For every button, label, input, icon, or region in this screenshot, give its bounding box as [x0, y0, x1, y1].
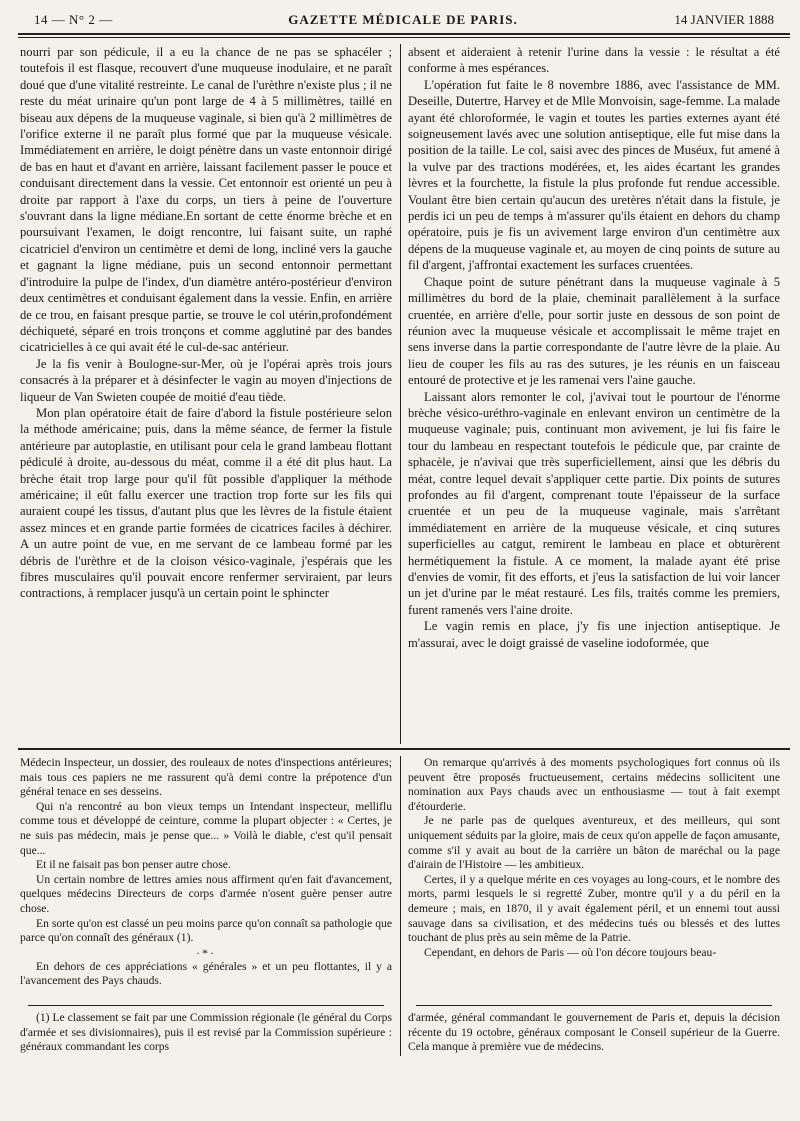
footnote-left [20, 1011, 392, 1056]
paragraph: En dehors de ces appréciations « générales » et un peu flottantes, il y a l'avancement des Pays chauds. [20, 959, 392, 988]
column-divider [400, 44, 401, 744]
paragraph: absent et aideraient à retenir l'urine dans la vessie : le résultat a été conforme à mes espérances. [408, 45, 780, 76]
paragraph: Mon plan opératoire était de faire d'abord la fistule postérieure selon la méthode américaine; puis, dans la même séance, de fermer la fistule antérieure par autoplastie, en utilisant pour cela le grand lambeau flottant pédiculé à droite, au-dessous du méat, comme il a été dit plus haut. La brèche était trop large pour qu'il fût possible d'appliquer la méthode américaine; il eût fallu exercer une traction trop forte sur les fils qui auraient coupé les tissus, d'autant plus que les lèvres de la fistule étaient assez minces et en grande partie formées de cicatrices faciles à déchirer. A un autre point de vue, en me servant de ce lambeau formé par les débris de l'urèthre et de la cloison vésico-vaginale, j'espérais que les fibres musculaires qu'il pouvait encore renfermer serviraient, par leurs contractions, à remplacer jusqu'à un certain point le sphincter [20, 405, 392, 601]
paragraph: L'opération fut faite le 8 novembre 1886, avec l'assistance de MM. Deseille, Dutertre, Harvey et de Mlle Monvoisin, sage-femme. La malade ayant été chloroformée, le vagin et toutes les parties externes ayant été soigneusement lavés avec une solution antiseptique, elle fut mise dans la position de la taille. Le col, saisi avec des pinces de Muséux, fut amené à la vulve par des tractions modérées, et, les aides écartant les grandes lèvres et la fourchette, la fistule la plus profonde fut rendue accessible. Voulant être bien certain qu'aucun des uretères n'était dans la fistule, je perdis ici un peu de temps à m'assurer qu'ils étaient en dehors du champ opératoire, puis je fis un avivement large environ d'un centimètre aux dépens de la muqueuse vaginale et, au moyen de cinq points de suture au fil d'argent, j'affrontai exactement les surfaces cruentées. [408, 77, 780, 273]
section-rule [18, 748, 790, 750]
journal-title: GAZETTE MÉDICALE DE PARIS. [288, 12, 518, 27]
paragraph: Certes, il y a quelque mérite en ces voyages au long-cours, et le nombre des morts, parmi lesquels le si regretté Zuber, montre qu'il y a du péril en la demeure ; mais, en 1870, il y avait également péril, et un ennemi tout aussi sauvage dans sa civilisation, et des médecins tués ou blessés et des luttes touchant de plus près au sein même de la Patrie. [408, 872, 780, 945]
paragraph: nourri par son pédicule, il a eu la chance de ne pas se sphacéler ; toutefois il est flasque, recouvert d'une muqueuse inodulaire, et ne paraît doué que d'une vitalité restreinte. Le canal de l'urèthre n'existe plus ; il ne reste du méat urinaire qu'un pont large de 4 à 5 millimètres, taillé en biseau aux dépens de la muqueuse vaginale, si bien qu'à 2 millimètres de l'orifice externe il ne paraît plus formé que par la muqueuse vésicale. Immédiatement en arrière, le doigt pénètre dans un vaste entonnoir dirigé de bas en haut et d'avant en arrière, laissant facilement passer le pouce et conduisant directement dans la vessie. Cet entonnoir est orienté un peu à droite par rapport à l'axe du corps, un tiers à peine de l'ouverture s'ouvrant dans la ligne médiane.En sortant de cette énorme brèche et en poursuivant l'examen, le doigt rencontre, lui faisant suite, un raphé cicatriciel d'environ un centimètre et demi de long, incliné vers la gauche et gagnant la ligne médiane, puis un second entonnoir permettant d'introduire la pulpe de l'index, d'un diamètre antéro-postérieur d'environ deux centimètres et conduisant également dans la vessie. Enfin, en arrière de ce trou, en faisant presque partie, se trouve le col utérin,profondément déchiqueté, séparé en trois tronçons et comme agglutiné par des bandes cicatricielles à ce qui avait été le cul-de-sac antérieur. [20, 45, 392, 355]
left-article-column [20, 44, 392, 744]
paragraph: Chaque point de suture pénétrant dans la muqueuse vaginale à 5 millimètres du bord de la plaie, cheminait parallèlement à la surface cruentée, en arrière d'elle, pour sortir juste en dessous de son point de réunion avec la muqueuse vésicale et accomplissait le même trajet en sens inverse dans la partie correspondante de l'autre lèvre de la plaie. Au lieu de couper les fils au ras des sutures, je les réunis en un faisceau entouré de protective et je les ramenai vers l'aine gauche. [408, 274, 780, 388]
paragraph: En sorte qu'on est classé un peu moins parce qu'on connaît sa pathologie que parce qu'on connaît des généraux (1). [20, 916, 392, 945]
issue-date: 14 JANVIER 1888 [674, 12, 774, 27]
paragraph: Un certain nombre de lettres amies nous affirment qu'en fait d'avancement, quelques médecins Directeurs de corps d'armée n'osent guère penser autre chose. [20, 872, 392, 915]
paragraph: Cependant, en dehors de Paris — où l'on décore toujours beau- [424, 945, 717, 959]
header-rule [18, 33, 790, 35]
bottom-left-column [20, 756, 392, 1002]
paragraph: Qui n'a rencontré au bon vieux temps un Intendant inspecteur, melliflu comme tous et développé de ceinture, comme la plupart objecter : « Certes, je ne suis pas médecin, mais je pense que... » Voilà le diable, c'est qu'il pensait que... [20, 799, 392, 857]
header-rule-thin [18, 37, 790, 38]
footnote-right-text: d'armée, général commandant le gouvernement de Paris et, depuis la décision récente du 19 octobre, généraux composant le Conseil supérieur de la Guerre. Cela manque à première vue de médecins. [408, 1011, 780, 1054]
paragraph: Laissant alors remonter le col, j'avivai tout le pourtour de l'énorme brèche vésico-uréthro-vaginale en enlevant environ un centimètre de la muqueuse vaginale; puis, continuant mon avivement, je lui fis faire le tour du lambeau en respectant toutefois le pédicule que, par crainte de sphacèle, je n'avivai que très superficiellement, ainsi que les débris du méat, contre lequel devait s'appliquer cette partie. Dix points de sutures profondes au fil d'argent, comprenant toute l'épaisseur de la surface cruentée et un peu de la muqueuse vaginale, mais s'arrêtant immédiatement en arrière de la muqueuse vésicale, et cinq sutures superficielles au catgut, remirent le lambeau en place et obturèrent hermétiquement la fistule. A ce moment, la malade ayant été prise d'envies de vomir, fit des efforts, et j'eus la satisfaction de lui voir lancer un jet d'urine par le méat restauré. Les fils, traités comme les premiers, furent ramenés vers l'aine droite. [408, 389, 780, 617]
page-number: 14 — N° 2 — [34, 12, 113, 27]
paragraph: On remarque qu'arrivés à des moments psychologiques fort connus où ils peuvent être proposés fructueusement, certains médecins sollicitent une nomination aux Pays chauds avec un enthousiasme — tout à fait exempt d'étourderie. [408, 756, 780, 813]
paragraph: Et il ne faisait pas bon penser autre chose. [36, 858, 231, 872]
footnote-right [408, 1011, 780, 1056]
bottom-right-column [408, 756, 780, 1002]
page-header [18, 8, 788, 30]
paragraph: Je la fis venir à Boulogne-sur-Mer, où je l'opérai après trois jours consacrés à la préparer et à désinfecter le vagin au moyen d'injections de liqueur de Van Swieten coupée de moitié d'eau tiède. [20, 356, 392, 404]
section-separator: ·*· [196, 945, 216, 960]
paragraph: Médecin Inspecteur, un dossier, des rouleaux de notes d'inspections antérieures; mais tous ces papiers ne me rassurent qu'à demi contre la prépotence d'un général tenace en ses desseins. [20, 756, 392, 799]
paragraph: Le vagin remis en place, j'y fis une injection antiseptique. Je m'assurai, avec le doigt graissé de vaseline iodoformée, que [408, 619, 780, 650]
footnote-left-text: (1) Le classement se fait par une Commission régionale (le général du Corps d'armée et ses divisionnaires), puis il est revisé par la Commission supérieure : généraux commandant les corps [20, 1011, 392, 1054]
footnote-rule-right [416, 1005, 772, 1006]
right-article-column [408, 44, 780, 744]
paragraph: Je ne parle pas de quelques aventureux, et des meilleurs, qui sont uniquement séduits par la gloire, mais de ceux qu'on appelle de façon amusante, comme s'il y avait au bout de la carrière un bâton de maréchal ou la page d'airain de l'Histoire — les ambitieux. [408, 814, 780, 872]
footnote-rule-left [28, 1005, 384, 1006]
bottom-column-divider [400, 756, 401, 1056]
